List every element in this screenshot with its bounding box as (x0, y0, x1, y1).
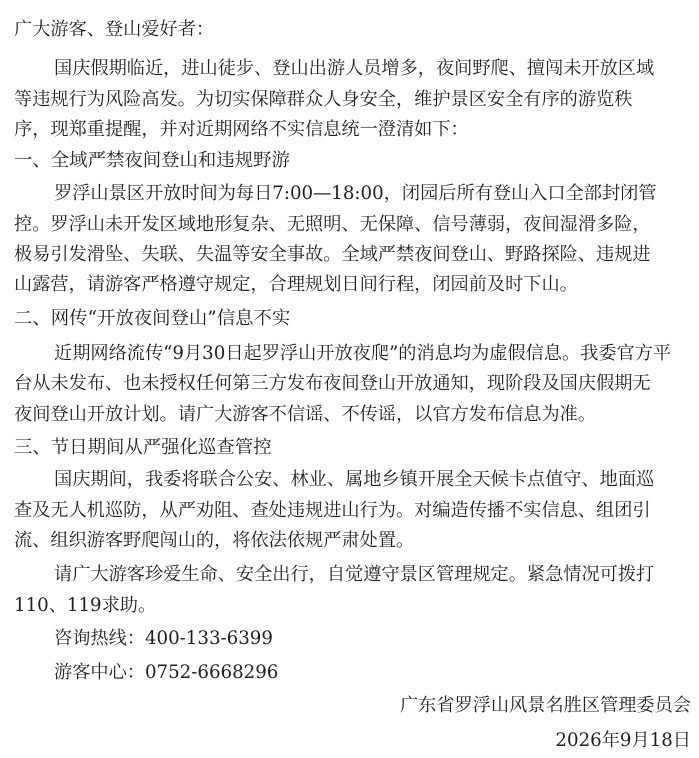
intro-line-2: 等违规行为风险高发。为切实保障群众人身安全，维护景区安全有序的游览秩 (14, 89, 633, 110)
section-1-line-3: 极易引发滑坠、失联、失温等安全事故。全域严禁夜间登山、野路探险、违规进 (14, 244, 651, 265)
intro-line-3: 序，现郑重提醒，并对近期网络不实信息统一澄清如下： (14, 119, 469, 140)
section-3-heading: 三、节日期间从严强化巡查管控 (14, 437, 272, 458)
section-2-line-1: 近期网络流传“9月30日起罗浮山开放夜爬”的消息均为虚假信息。我委官方平 (54, 343, 672, 364)
section-3-line-2: 查及无人机巡防，从严劝阻、查处违规进山行为。对编造传播不实信息、组团引 (14, 500, 651, 521)
section-1-line-4: 山露营，请游客严格遵守规定，合理规划日间行程，闭园前及时下山。 (14, 274, 578, 295)
section-3-line-1: 国庆期间，我委将联合公安、林业、属地乡镇开展全天候卡点值守、地面巡 (54, 469, 655, 490)
hotline: 咨询热线：400-133-6399 (54, 628, 273, 649)
section-1-line-1: 罗浮山景区开放时间为每日7:00—18:00，闭园后所有登山入口全部封闭管 (54, 183, 657, 204)
closing-line-1: 请广大游客珍爱生命、安全出行，自觉遵守景区管理规定。紧急情况可拨打 (54, 564, 655, 585)
issue-date: 2026年9月18日 (555, 730, 691, 751)
visitor-center: 游客中心：0752-6668296 (54, 662, 279, 683)
section-2-heading: 二、网传“开放夜间登山”信息不实 (14, 308, 291, 329)
section-3-line-3: 流、组织游客野爬闯山的，将依法依规严肃处置。 (14, 530, 415, 551)
closing-line-2: 110、119求助。 (14, 595, 157, 616)
section-2-line-2: 台从未发布、也未授权任何第三方发布夜间登山开放通知，现阶段及国庆假期无 (14, 373, 651, 394)
section-2-line-3: 夜间登山开放计划。请广大游客不信谣、不传谣，以官方发布信息为准。 (14, 404, 597, 425)
issuer: 广东省罗浮山风景名胜区管理委员会 (399, 695, 691, 716)
section-1-line-2: 控。罗浮山未开发区域地形复杂、无照明、无保障、信号薄弱，夜间湿滑多险， (14, 214, 651, 235)
intro-line-1: 国庆假期临近，进山徒步、登山出游人员增多，夜间野爬、擅闯未开放区域 (54, 58, 655, 79)
section-1-heading: 一、全域严禁夜间登山和违规野游 (14, 150, 290, 171)
greeting: 广大游客、登山爱好者： (14, 19, 215, 40)
